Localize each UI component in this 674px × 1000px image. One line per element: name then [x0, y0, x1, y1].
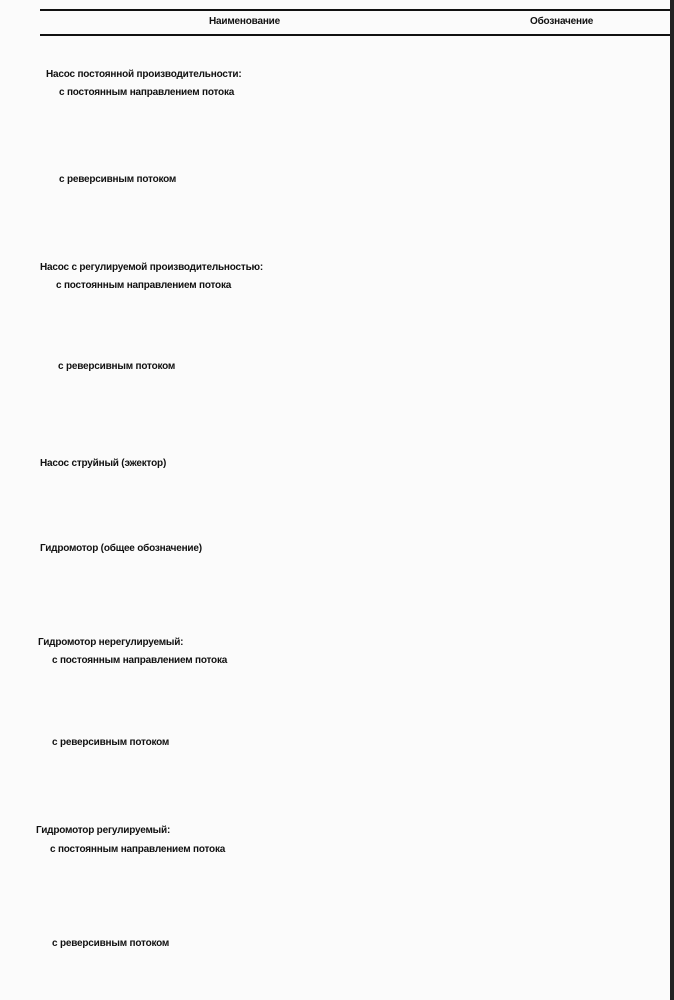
item-title: Насос с регулируемой производительностью: — [40, 262, 264, 273]
header-top-rule — [40, 9, 674, 11]
item-subtitle: с постоянным направлением потока — [56, 280, 232, 291]
item-title: Гидромотор нерегулируемый: — [38, 637, 184, 648]
item-subtitle: с реверсивным потоком — [52, 737, 170, 748]
item-subtitle: с постоянным направлением потока — [50, 844, 226, 855]
item-subtitle: с реверсивным потоком — [58, 361, 176, 372]
item-title: Гидромотор регулируемый: — [36, 825, 171, 836]
item-subtitle: с реверсивным потоком — [52, 938, 170, 949]
motor-letter: М — [561, 558, 575, 575]
item-title: Насос струйный (эжектор) — [40, 458, 167, 469]
item-subtitle: с постоянным направлением потока — [59, 87, 235, 98]
header-bottom-rule — [40, 34, 674, 36]
column-header-name: Наименование — [209, 16, 280, 27]
item-title: Насос постоянной производительности: — [46, 69, 242, 80]
column-header-symbol: Обозначение — [530, 16, 594, 27]
item-title: Гидромотор (общее обозначение) — [40, 543, 202, 554]
item-subtitle: с постоянным направлением потока — [52, 655, 228, 666]
page-edge — [670, 0, 674, 1000]
item-subtitle: с реверсивным потоком — [59, 174, 177, 185]
